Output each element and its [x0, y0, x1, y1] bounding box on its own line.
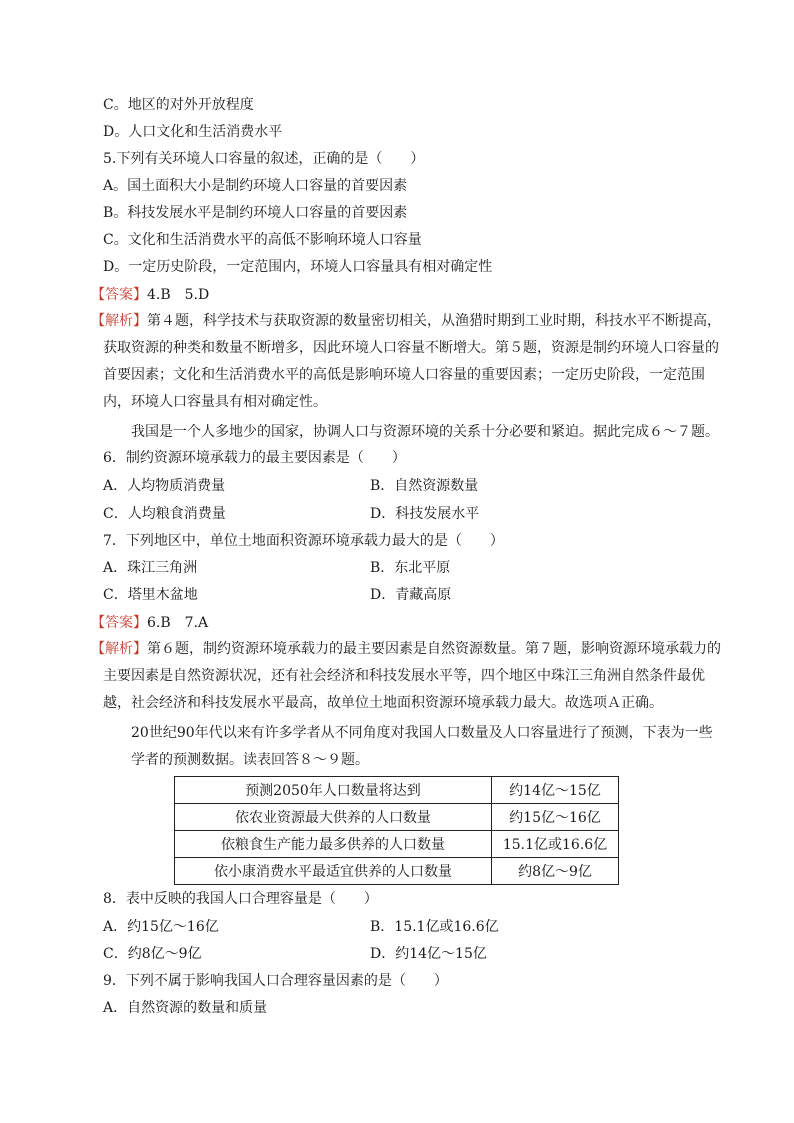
q9-stem: 9．下列不属于影响我国人口合理容量因素的是（ ）	[103, 973, 448, 989]
q4-option-c: C。地区的对外开放程度	[103, 97, 254, 113]
q8-option-c: C．约8亿～9亿	[103, 946, 202, 962]
table-row	[175, 777, 619, 804]
q7-option-b: B．东北平原	[370, 560, 451, 576]
answer-tag: 【答案】	[91, 615, 147, 631]
q8-stem: 8．表中反映的我国人口合理容量是（ ）	[103, 891, 378, 907]
table-cell-label: 依粮食生产能力最多供养的人口数量	[175, 831, 492, 858]
analysis-text: 第６题，制约资源环境承载力的最主要因素是自然资源数量。第７题，影响资源环境承载力的主要因素是自然资源状况，还有社会经济和科技发展水平等，四个地区中珠江三角洲自然条件最优越，社会经济和科技发展水平最高，故单位土地面积资源环境承载力最大。故选项Ａ正确。	[103, 641, 721, 711]
q6-option-a: A．人均物质消费量	[103, 478, 226, 494]
q4-option-d: D。人口文化和生活消费水平	[103, 124, 283, 140]
q8-option-b: B．15.1亿或16.6亿	[370, 919, 499, 935]
q5-option-a: A。国土面积大小是制约环境人口容量的首要因素	[103, 178, 408, 194]
q5-option-c: C。文化和生活消费水平的高低不影响环境人口容量	[103, 232, 422, 248]
table-cell-label: 依农业资源最大供养的人口数量	[175, 804, 492, 831]
q7-option-c: C．塔里木盆地	[103, 587, 198, 603]
table-cell-value: 约15亿～16亿	[492, 804, 619, 831]
answer-text: 6.B 7.A	[147, 615, 209, 631]
analysis-tag: 【解析】	[91, 641, 147, 657]
prediction-table	[174, 776, 619, 885]
q6-option-c: C．人均粮食消费量	[103, 506, 226, 522]
q9-option-a: A．自然资源的数量和质量	[103, 1000, 268, 1016]
q7-stem: 7．下列地区中，单位土地面积资源环境承载力最大的是（ ）	[103, 533, 504, 549]
table-cell-value: 约14亿～15亿	[492, 777, 619, 804]
q6-stem: 6．制约资源环境承载力的最主要因素是（ ）	[103, 450, 406, 466]
q7-option-d: D．青藏高原	[370, 587, 452, 603]
q5-stem: 5.下列有关环境人口容量的叙述，正确的是（ ）	[103, 151, 425, 167]
analysis-text: 第４题，科学技术与获取资源的数量密切相关，从渔猎时期到工业时期，科技水平不断提高，获取资源的种类和数量不断增多，因此环境人口容量不断增大。第５题，资源是制约环境人口容量的首要因素；文化和生活消费水平的高低是影响环境人口容量的重要因素；一定历史阶段，一定范围内，环境人口容量具有相对确定性。	[103, 313, 721, 410]
q8-option-d: D．约14亿～15亿	[370, 946, 487, 962]
table-cell-label: 依小康消费水平最适宜供养的人口数量	[175, 858, 492, 885]
analysis-4-5	[91, 308, 723, 416]
q8-option-a: A．约15亿～16亿	[103, 919, 219, 935]
table-cell-value: 约8亿～9亿	[492, 858, 619, 885]
intro-8-9: 20世纪90年代以来有许多学者从不同角度对我国人口数量及人口容量进行了预测，下表为一些学者的预测数据。读表回答８～９题。	[131, 725, 713, 768]
table-row	[175, 804, 619, 831]
table-row	[175, 831, 619, 858]
analysis-tag: 【解析】	[91, 313, 147, 329]
intro-6-7: 我国是一个人多地少的国家，协调人口与资源环境的关系十分必要和紧迫。据此完成６～７题。	[131, 424, 719, 440]
q6-option-b: B．自然资源数量	[370, 478, 479, 494]
q6-option-d: D．科技发展水平	[370, 506, 480, 522]
answer-tag: 【答案】	[91, 287, 147, 303]
table-cell-label: 预测2050年人口数量将达到	[175, 777, 492, 804]
table-row	[175, 858, 619, 885]
answer-text: 4.B 5.D	[147, 287, 210, 303]
q7-option-a: A．珠江三角洲	[103, 560, 198, 576]
table-cell-value: 15.1亿或16.6亿	[492, 831, 619, 858]
answer-6-7	[91, 614, 723, 632]
q5-option-b: B。科技发展水平是制约环境人口容量的首要因素	[103, 205, 408, 221]
answer-4-5	[91, 286, 723, 304]
analysis-6-7	[91, 636, 723, 717]
q5-option-d: D。一定历史阶段，一定范围内，环境人口容量具有相对确定性	[103, 259, 493, 275]
